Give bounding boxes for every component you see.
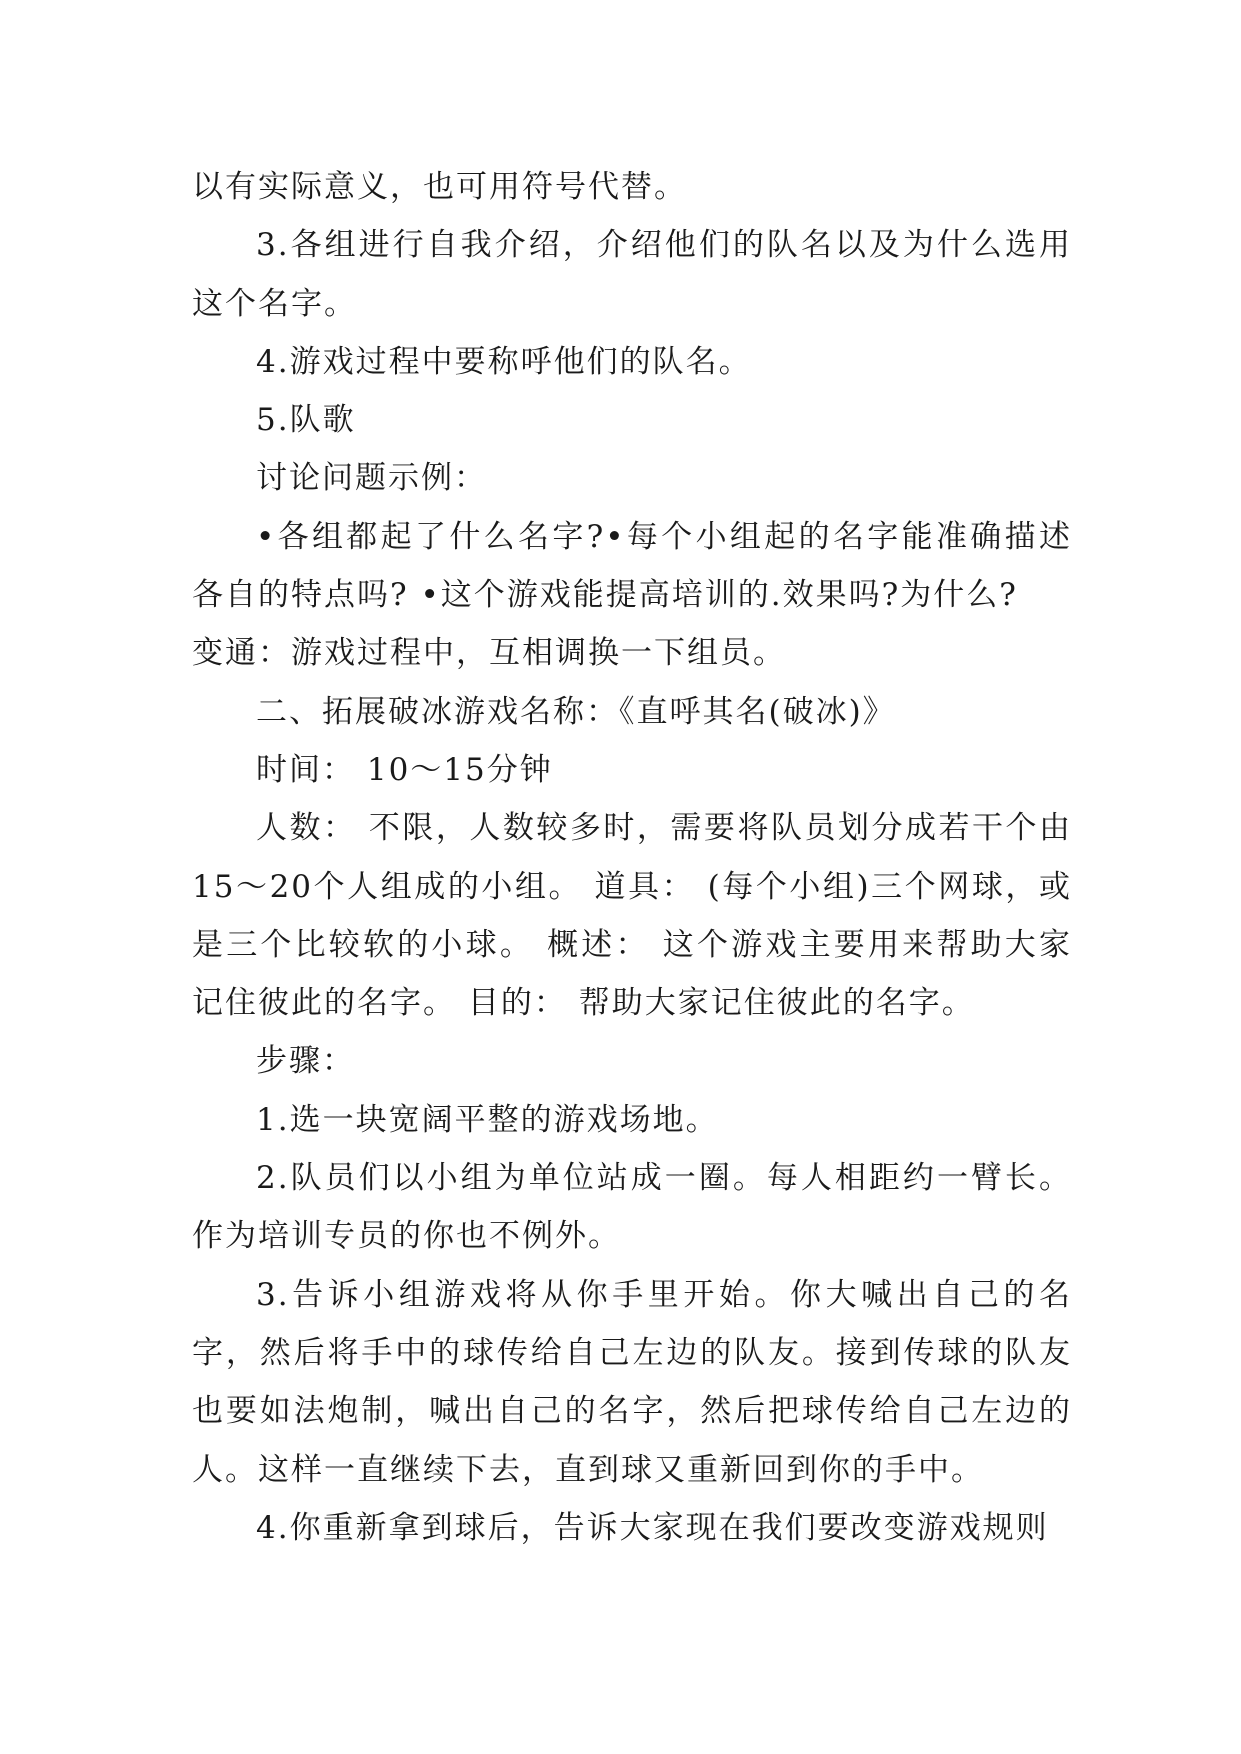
- paragraph: 5.队歌: [256, 402, 356, 439]
- paragraph: 3.告诉小组游戏将从你手里开始。你大喊出自己的名字，然后将手中的球传给自己左边的队友。接到传球的队友也要如法炮制，喊出自己的名字，然后把球传给自己左边的人。这样一直继续下去，直到球又重新回到你的手中。: [192, 1276, 1072, 1488]
- paragraph: 讨论问题示例：: [256, 460, 487, 497]
- paragraph: 时间： 10～15分钟: [256, 751, 553, 788]
- paragraph: 3.各组进行自我介绍，介绍他们的队名以及为什么选用这个名字。: [192, 227, 1072, 322]
- paragraph: 步骤：: [256, 1043, 355, 1080]
- paragraph: 二、拓展破冰游戏名称：《直呼其名(破冰)》: [256, 693, 896, 730]
- paragraph: 4.你重新拿到球后，告诉大家现在我们要改变游戏规则: [256, 1509, 1049, 1546]
- paragraph: 人数： 不限，人数较多时，需要将队员划分成若干个由15～20个人组成的小组。 道具： (每个小组)三个网球，或是三个比较软的小球。 概述： 这个游戏主要用来帮助大家记住彼此的名字。 目的： 帮助大家记住彼此的名字。: [192, 810, 1072, 1022]
- paragraph: 2.队员们以小组为单位站成一圈。每人相距约一臂长。作为培训专员的你也不例外。: [192, 1160, 1072, 1255]
- document-body: [192, 158, 1072, 1557]
- paragraph: 变通：游戏过程中，互相调换一下组员。: [192, 635, 786, 672]
- paragraph: 1.选一块宽阔平整的游戏场地。: [256, 1101, 719, 1138]
- paragraph: 以有实际意义，也可用符号代替。: [192, 169, 687, 205]
- paragraph: •各组都起了什么名字?•每个小组起的名字能准确描述各自的特点吗? •这个游戏能提高培训的.效果吗?为什么?: [192, 518, 1072, 614]
- paragraph: 4.游戏过程中要称呼他们的队名。: [256, 343, 752, 380]
